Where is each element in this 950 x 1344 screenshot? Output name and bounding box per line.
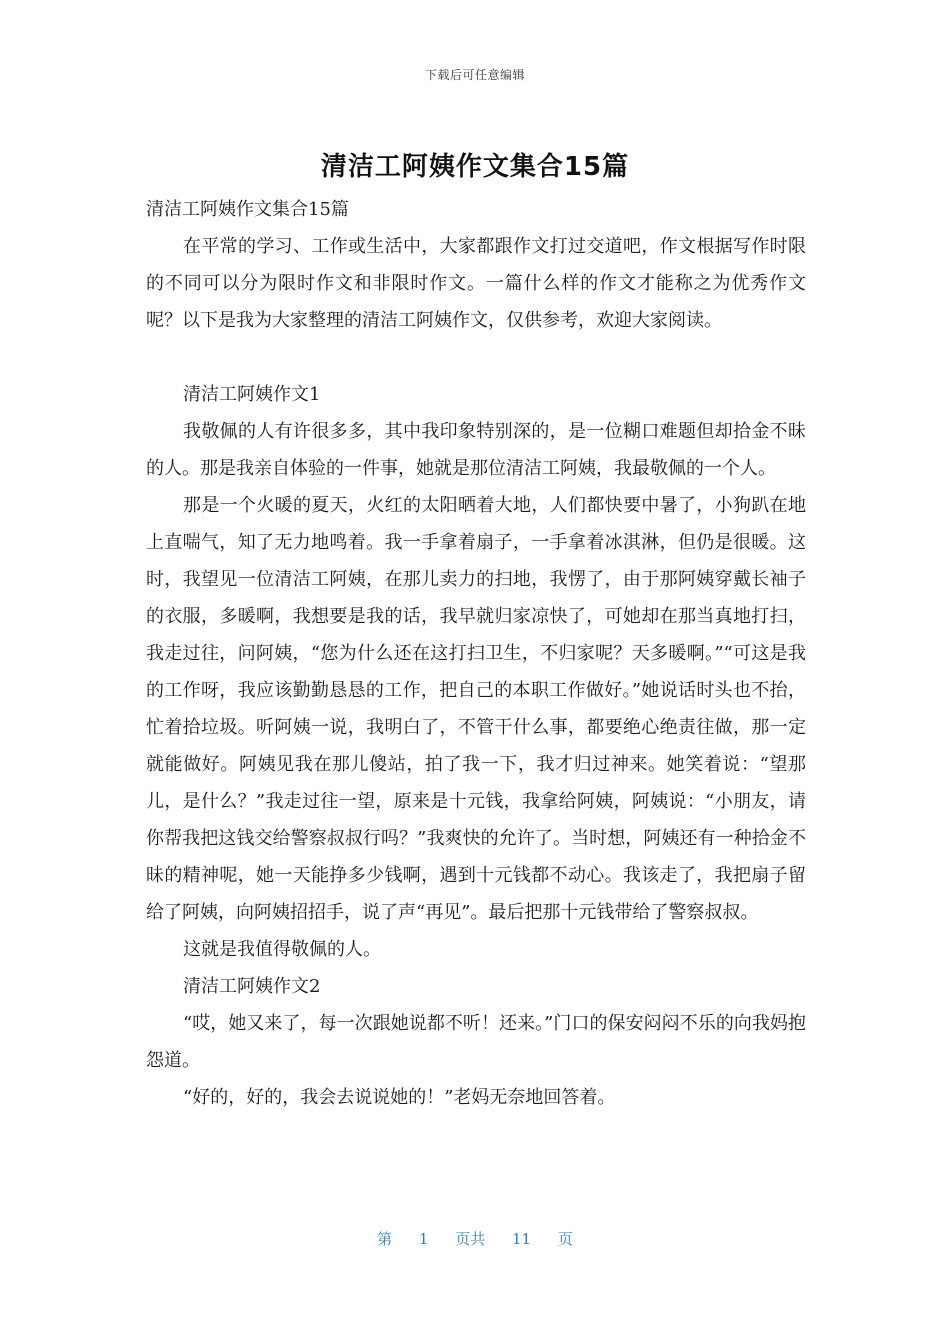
section-heading-2: 清洁工阿姨作文2	[183, 976, 321, 997]
footer-page-suffix: 页	[557, 1230, 573, 1248]
footer-page-total: 11	[512, 1230, 532, 1248]
paragraph-spacer	[146, 339, 806, 376]
document-body	[146, 191, 806, 1116]
section2-paragraph-1: “哎，她又来了，每一次跟她说都不听！还来。”门口的保安闷闷不乐的向我妈抱怨道。	[146, 1013, 806, 1071]
intro-paragraph: 在平常的学习、工作或生活中，大家都跟作文打过交道吧，作文根据写作时限的不同可以分为限时作文和非限时作文。一篇什么样的作文才能称之为优秀作文呢？以下是我为大家整理的清洁工阿姨作文，仅供参考，欢迎大家阅读。	[146, 236, 806, 331]
page-footer	[0, 1228, 950, 1249]
section2-paragraph-2: “好的，好的，我会去说说她的！”老妈无奈地回答着。	[183, 1087, 616, 1108]
section1-paragraph-1: 我敬佩的人有许很多多，其中我印象特别深的，是一位糊口难题但却拾金不昧的人。那是我亲自体验的一件事，她就是那位清洁工阿姨，我最敬佩的一个人。	[146, 421, 806, 479]
document-title: 清洁工阿姨作文集合15篇	[320, 152, 630, 182]
footer-page-mid: 页共	[455, 1230, 486, 1248]
footer-page-number: 1	[418, 1230, 429, 1248]
section-heading-1: 清洁工阿姨作文1	[183, 384, 321, 405]
header-note: 下载后可任意编辑	[424, 68, 525, 82]
document-subtitle: 清洁工阿姨作文集合15篇	[146, 199, 349, 220]
footer-page-prefix: 第	[377, 1230, 393, 1248]
section1-paragraph-2: 那是一个火暖的夏天，火红的太阳晒着大地，人们都快要中暑了，小狗趴在地上直喘气，知了无力地鸣着。我一手拿着扇子，一手拿着冰淇淋，但仍是很暖。这时，我望见一位清洁工阿姨，在那儿卖力的扫地，我愣了，由于那阿姨穿戴长袖子的衣服，多暖啊，我想要是我的话，我早就归家凉快了，可她却在那当真地打扫，我走过往，问阿姨，“您为什么还在这打扫卫生，不归家呢？天多暖啊。”“可这是我的工作呀，我应该勤勤恳恳的工作，把自己的本职工作做好。”她说话时头也不抬，忙着拾垃圾。听阿姨一说，我明白了，不管干什么事，都要绝心绝责往做，那一定就能做好。阿姨见我在那儿傻站，拍了我一下，我才归过神来。她笑着说：“望那儿，是什么？”我走过往一望，原来是十元钱，我拿给阿姨，阿姨说：“小朋友，请你帮我把这钱交给警察叔叔行吗？”我爽快的允许了。当时想，阿姨还有一种拾金不昧的精神呢，她一天能挣多少钱啊，遇到十元钱都不动心。我该走了，我把扇子留给了阿姨，向阿姨招招手，说了声“再见”。最后把那十元钱带给了警察叔叔。	[146, 495, 806, 923]
section1-paragraph-3: 这就是我值得敬佩的人。	[183, 939, 381, 960]
